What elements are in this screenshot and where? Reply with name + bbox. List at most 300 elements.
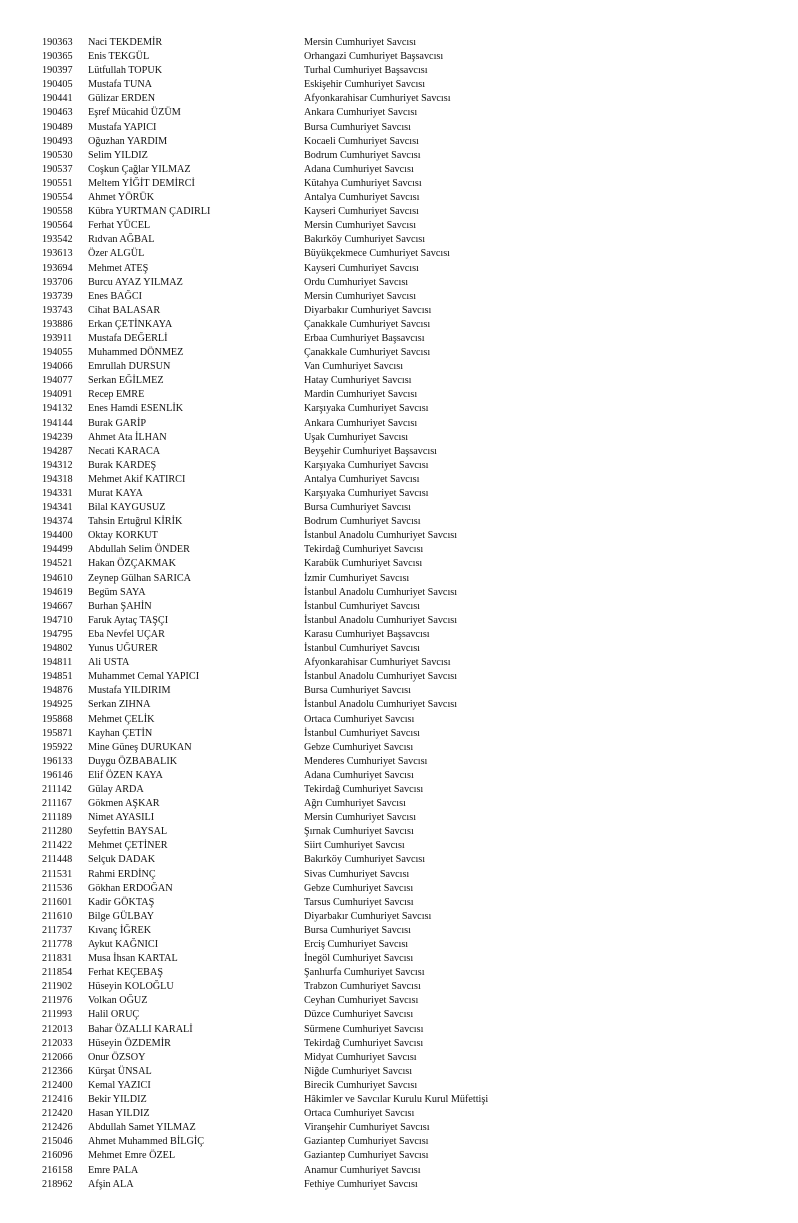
list-item xyxy=(0,487,798,501)
position-title: Bakırköy Cumhuriyet Savcısı xyxy=(304,854,426,866)
registry-number: 194077 xyxy=(42,375,73,387)
list-item xyxy=(0,106,798,120)
list-item xyxy=(0,360,798,374)
list-item xyxy=(0,572,798,586)
position-title: Bakırköy Cumhuriyet Savcısı xyxy=(304,234,426,246)
registry-number: 196133 xyxy=(42,755,73,767)
person-name: Abdullah Selim ÖNDER xyxy=(88,544,190,556)
registry-number: 193706 xyxy=(42,276,73,288)
position-title: İstanbul Cumhuriyet Savcısı xyxy=(304,643,421,655)
person-name: Onur ÖZSOY xyxy=(88,1051,146,1063)
registry-number: 190558 xyxy=(42,206,73,218)
person-name: Mustafa TUNA xyxy=(88,79,153,91)
person-name: Halil ORUÇ xyxy=(88,1009,140,1021)
registry-number: 190537 xyxy=(42,163,73,175)
position-title: Ortaca Cumhuriyet Savcısı xyxy=(304,713,415,725)
person-name: Meltem YİĞİT DEMİRCİ xyxy=(88,177,195,189)
position-title: Çanakkale Cumhuriyet Savcısı xyxy=(304,318,431,330)
list-item xyxy=(0,233,798,247)
registry-number: 211601 xyxy=(42,896,73,908)
person-name: Aykut KAĞNICI xyxy=(88,939,159,950)
list-item xyxy=(0,628,798,642)
registry-number: 193542 xyxy=(42,234,73,246)
person-name: Afşin ALA xyxy=(88,1178,134,1190)
person-name: Begüm SAYA xyxy=(88,586,146,598)
person-name: Gülay ARDA xyxy=(88,783,144,795)
person-name: Mehmet Emre ÖZEL xyxy=(88,1150,176,1162)
position-title: Midyat Cumhuriyet Savcısı xyxy=(304,1051,417,1063)
registry-number: 212426 xyxy=(42,1122,73,1134)
list-item xyxy=(0,1051,798,1065)
list-item xyxy=(0,50,798,64)
position-title: Gebze Cumhuriyet Savcısı xyxy=(304,741,414,753)
registry-number: 211422 xyxy=(42,840,73,852)
list-item xyxy=(0,994,798,1008)
list-item xyxy=(0,149,798,163)
list-item xyxy=(0,1008,798,1022)
person-name: Ferhat KEÇEBAŞ xyxy=(88,967,163,979)
registry-number: 196146 xyxy=(42,769,73,781)
position-title: Diyarbakır Cumhuriyet Savcısı xyxy=(304,304,432,316)
list-item xyxy=(0,191,798,205)
person-name: Kübra YURTMAN ÇADIRLI xyxy=(88,206,211,218)
list-item xyxy=(0,78,798,92)
position-title: İstanbul Anadolu Cumhuriyet Savcısı xyxy=(304,530,458,542)
registry-number: 190363 xyxy=(42,37,73,48)
list-item xyxy=(0,290,798,304)
list-item xyxy=(0,839,798,853)
list-item xyxy=(0,318,798,332)
registry-number: 190441 xyxy=(42,93,73,105)
list-item xyxy=(0,1135,798,1149)
registry-number: 211610 xyxy=(42,910,73,922)
list-item xyxy=(0,811,798,825)
registry-number: 212366 xyxy=(42,1065,73,1077)
registry-number: 194287 xyxy=(42,445,73,457)
position-title: Mersin Cumhuriyet Savcısı xyxy=(304,290,417,302)
registry-number: 194318 xyxy=(42,473,73,485)
person-name: Duygu ÖZBABALIK xyxy=(88,755,178,767)
registry-number: 190551 xyxy=(42,177,73,189)
person-name: Hüseyin KOLOĞLU xyxy=(88,981,174,993)
registry-number: 218962 xyxy=(42,1178,73,1190)
position-title: Kütahya Cumhuriyet Savcısı xyxy=(304,177,422,189)
person-name: Burhan ŞAHİN xyxy=(88,600,152,612)
registry-number: 211737 xyxy=(42,924,73,936)
person-name: Enes Hamdi ESENLİK xyxy=(88,403,184,415)
position-title: Bursa Cumhuriyet Savcısı xyxy=(304,121,411,133)
person-name: Emre PALA xyxy=(88,1164,139,1176)
person-name: Enes BAĞCI xyxy=(88,290,143,302)
list-item xyxy=(0,135,798,149)
registry-number: 215046 xyxy=(42,1136,73,1148)
position-title: Kayseri Cumhuriyet Savcısı xyxy=(304,206,419,218)
person-name: Mehmet ATEŞ xyxy=(88,262,149,274)
list-item xyxy=(0,727,798,741)
list-item xyxy=(0,36,798,50)
person-name: Serkan ZIHNA xyxy=(88,699,151,711)
person-name: Mine Güneş DURUKAN xyxy=(88,741,192,753)
person-name: Gülizar ERDEN xyxy=(88,93,156,105)
position-title: İstanbul Anadolu Cumhuriyet Savcısı xyxy=(304,699,458,711)
list-item xyxy=(0,121,798,135)
registry-number: 193613 xyxy=(42,248,73,260)
position-title: Niğde Cumhuriyet Savcısı xyxy=(304,1065,413,1077)
list-item xyxy=(0,1164,798,1178)
position-title: Ortaca Cumhuriyet Savcısı xyxy=(304,1108,415,1120)
list-item xyxy=(0,247,798,261)
position-title: Mersin Cumhuriyet Savcısı xyxy=(304,37,417,48)
position-title: Ordu Cumhuriyet Savcısı xyxy=(304,276,409,288)
person-name: Oğuzhan YARDIM xyxy=(88,135,168,147)
list-item xyxy=(0,543,798,557)
registry-number: 194499 xyxy=(42,544,73,556)
position-title: Van Cumhuriyet Savcısı xyxy=(304,361,404,373)
registry-number: 211167 xyxy=(42,798,72,810)
registry-number: 194925 xyxy=(42,699,73,711)
person-name: Hüseyin ÖZDEMİR xyxy=(88,1037,171,1049)
position-title: İzmir Cumhuriyet Savcısı xyxy=(304,572,410,584)
list-item xyxy=(0,417,798,431)
person-name: Cihat BALASAR xyxy=(88,304,161,316)
position-title: Birecik Cumhuriyet Savcısı xyxy=(304,1079,418,1091)
position-title: Karşıyaka Cumhuriyet Savcısı xyxy=(304,459,429,471)
person-name: Selim YILDIZ xyxy=(88,149,148,161)
list-item xyxy=(0,684,798,698)
position-title: Mersin Cumhuriyet Savcısı xyxy=(304,220,417,232)
list-item xyxy=(0,473,798,487)
position-title: Erbaa Cumhuriyet Başsavcısı xyxy=(304,332,425,344)
position-title: Karabük Cumhuriyet Savcısı xyxy=(304,558,423,570)
person-name: Mehmet ÇELİK xyxy=(88,713,155,725)
person-name: Kayhan ÇETİN xyxy=(88,727,153,739)
registry-number: 211778 xyxy=(42,939,73,950)
registry-number: 194091 xyxy=(42,389,73,401)
position-title: Karşıyaka Cumhuriyet Savcısı xyxy=(304,403,429,415)
registry-number: 194610 xyxy=(42,572,73,584)
person-name: Ahmet Muhammed BİLGİÇ xyxy=(88,1136,205,1148)
person-name: Hakan ÖZÇAKMAK xyxy=(88,558,176,570)
person-name: Burak GARİP xyxy=(88,417,147,429)
person-name: Musa İhsan KARTAL xyxy=(88,953,178,965)
registry-number: 212033 xyxy=(42,1037,73,1049)
position-title: Afyonkarahisar Cumhuriyet Savcısı xyxy=(304,657,451,669)
person-name: Volkan OĞUZ xyxy=(88,995,148,1007)
registry-number: 194331 xyxy=(42,488,73,499)
registry-number: 211536 xyxy=(42,882,73,894)
registry-number: 211902 xyxy=(42,981,73,993)
registry-number: 211189 xyxy=(42,812,72,824)
registry-number: 194851 xyxy=(42,671,73,683)
position-title: Uşak Cumhuriyet Savcısı xyxy=(304,431,409,443)
position-title: Bodrum Cumhuriyet Savcısı xyxy=(304,516,421,528)
person-name: Enis TEKGÜL xyxy=(88,51,150,63)
person-name: Tahsin Ertuğrul KİRİK xyxy=(88,516,183,528)
list-item xyxy=(0,698,798,712)
person-name: Bilal KAYGUSUZ xyxy=(88,502,166,514)
list-item xyxy=(0,1023,798,1037)
list-item xyxy=(0,402,798,416)
registry-number: 194876 xyxy=(42,685,73,697)
person-name: Zeynep Gülhan SARICA xyxy=(88,572,191,584)
list-item xyxy=(0,853,798,867)
list-item xyxy=(0,388,798,402)
list-item xyxy=(0,1121,798,1135)
position-title: Diyarbakır Cumhuriyet Savcısı xyxy=(304,910,432,922)
person-name: Gökmen AŞKAR xyxy=(88,798,160,810)
list-item xyxy=(0,755,798,769)
registry-number: 195868 xyxy=(42,713,73,725)
position-title: Beyşehir Cumhuriyet Başsavcısı xyxy=(304,445,437,457)
registry-number: 194811 xyxy=(42,657,73,669)
position-title: Antalya Cumhuriyet Savcısı xyxy=(304,192,420,204)
person-name: Mehmet Akif KATIRCI xyxy=(88,473,186,485)
registry-number: 194795 xyxy=(42,628,73,640)
registry-number: 190493 xyxy=(42,135,73,147)
person-name: Faruk Aytaç TAŞÇI xyxy=(88,614,169,626)
person-name: Erkan ÇETİNKAYA xyxy=(88,318,173,330)
person-name: Kürşat ÜNSAL xyxy=(88,1065,152,1077)
list-item xyxy=(0,1079,798,1093)
person-name: Seyfettin BAYSAL xyxy=(88,826,168,838)
person-name: Emrullah DURSUN xyxy=(88,361,171,373)
list-item xyxy=(0,670,798,684)
registry-number: 190489 xyxy=(42,121,73,133)
position-title: Gaziantep Cumhuriyet Savcısı xyxy=(304,1150,429,1162)
registry-number: 194132 xyxy=(42,403,73,415)
registry-number: 194667 xyxy=(42,600,73,612)
person-name: Mustafa DEĞERLİ xyxy=(88,332,168,344)
registry-number: 193886 xyxy=(42,318,73,330)
position-title: Bursa Cumhuriyet Savcısı xyxy=(304,924,411,936)
list-item xyxy=(0,952,798,966)
person-name: Elif ÖZEN KAYA xyxy=(88,769,163,781)
position-title: Çanakkale Cumhuriyet Savcısı xyxy=(304,347,431,359)
list-item xyxy=(0,431,798,445)
position-title: Tekirdağ Cumhuriyet Savcısı xyxy=(304,1037,424,1049)
registry-number: 211831 xyxy=(42,953,73,965)
registry-number: 194144 xyxy=(42,417,73,429)
person-name: Bekir YILDIZ xyxy=(88,1094,147,1106)
registry-number: 211448 xyxy=(42,854,73,866)
person-name: Mustafa YAPICI xyxy=(88,121,157,133)
list-item xyxy=(0,966,798,980)
list-item xyxy=(0,304,798,318)
list-item xyxy=(0,92,798,106)
list-item xyxy=(0,346,798,360)
registry-number: 194400 xyxy=(42,530,73,542)
registry-number: 212013 xyxy=(42,1023,73,1035)
person-name: Naci TEKDEMİR xyxy=(88,37,163,48)
registry-number: 190463 xyxy=(42,107,73,119)
registry-number: 211854 xyxy=(42,967,73,979)
person-name: Hasan YILDIZ xyxy=(88,1108,150,1120)
person-name: Ali USTA xyxy=(88,657,130,669)
list-item xyxy=(0,515,798,529)
list-item xyxy=(0,980,798,994)
position-title: Siirt Cumhuriyet Savcısı xyxy=(304,840,405,852)
registry-number: 212420 xyxy=(42,1108,73,1120)
position-title: Gebze Cumhuriyet Savcısı xyxy=(304,882,414,894)
list-item xyxy=(0,262,798,276)
position-title: Karasu Cumhuriyet Başsavcısı xyxy=(304,628,430,640)
list-item xyxy=(0,1107,798,1121)
position-title: Sürmene Cumhuriyet Savcısı xyxy=(304,1023,424,1035)
list-item xyxy=(0,896,798,910)
position-title: Bursa Cumhuriyet Savcısı xyxy=(304,502,411,514)
list-item xyxy=(0,163,798,177)
list-item xyxy=(0,938,798,952)
person-name: Muhammet Cemal YAPICI xyxy=(88,671,200,683)
position-title: Kayseri Cumhuriyet Savcısı xyxy=(304,262,419,274)
registry-number: 190530 xyxy=(42,149,73,161)
position-title: Turhal Cumhuriyet Başsavcısı xyxy=(304,65,428,77)
registry-number: 211531 xyxy=(42,868,73,880)
person-name: Eşref Mücahid ÜZÜM xyxy=(88,107,181,119)
person-name: Ferhat YÜCEL xyxy=(88,220,151,232)
registry-number: 212400 xyxy=(42,1079,73,1091)
list-item xyxy=(0,741,798,755)
list-item xyxy=(0,219,798,233)
registry-number: 194239 xyxy=(42,431,73,443)
list-item xyxy=(0,1065,798,1079)
position-title: Eskişehir Cumhuriyet Savcısı xyxy=(304,79,426,91)
person-name: Selçuk DADAK xyxy=(88,854,156,866)
list-item xyxy=(0,1037,798,1051)
position-title: Viranşehir Cumhuriyet Savcısı xyxy=(304,1122,430,1134)
position-title: Sivas Cumhuriyet Savcısı xyxy=(304,868,410,880)
person-name: Kadir GÖKTAŞ xyxy=(88,896,155,908)
position-title: İstanbul Cumhuriyet Savcısı xyxy=(304,600,421,612)
position-title: İstanbul Anadolu Cumhuriyet Savcısı xyxy=(304,614,458,626)
registry-number: 211142 xyxy=(42,783,72,795)
list-item xyxy=(0,557,798,571)
person-name: Muhammed DÖNMEZ xyxy=(88,347,184,359)
list-item xyxy=(0,713,798,727)
position-title: Fethiye Cumhuriyet Savcısı xyxy=(304,1178,418,1190)
list-item xyxy=(0,586,798,600)
person-name: Lütfullah TOPUK xyxy=(88,65,163,77)
registry-number: 190405 xyxy=(42,79,73,91)
registry-number: 194312 xyxy=(42,459,73,471)
registry-number: 193739 xyxy=(42,290,73,302)
list-item xyxy=(0,797,798,811)
person-name: Mustafa YILDIRIM xyxy=(88,685,171,697)
registry-number: 193743 xyxy=(42,304,73,316)
person-name: Necati KARACA xyxy=(88,445,161,457)
list-item xyxy=(0,783,798,797)
position-title: Anamur Cumhuriyet Savcısı xyxy=(304,1164,421,1176)
list-item xyxy=(0,614,798,628)
person-name: Eba Nevfel UÇAR xyxy=(88,628,165,640)
list-item xyxy=(0,769,798,783)
list-item xyxy=(0,529,798,543)
registry-number: 194521 xyxy=(42,558,73,570)
position-title: Adana Cumhuriyet Savcısı xyxy=(304,769,414,781)
registry-number: 212066 xyxy=(42,1051,73,1063)
person-name: Gökhan ERDOĞAN xyxy=(88,882,173,894)
list-item xyxy=(0,642,798,656)
list-item xyxy=(0,205,798,219)
registry-number: 194374 xyxy=(42,516,73,528)
position-title: Ağrı Cumhuriyet Savcısı xyxy=(304,798,406,810)
registry-number: 216158 xyxy=(42,1164,73,1176)
registry-number: 194710 xyxy=(42,614,73,626)
position-title: İstanbul Anadolu Cumhuriyet Savcısı xyxy=(304,586,458,598)
position-title: Bursa Cumhuriyet Savcısı xyxy=(304,685,411,697)
registry-number: 190365 xyxy=(42,51,73,63)
position-title: Afyonkarahisar Cumhuriyet Savcısı xyxy=(304,93,451,105)
person-name: Rahmi ERDİNÇ xyxy=(88,868,156,880)
position-title: Hâkimler ve Savcılar Kurulu Kurul Müfettişi xyxy=(304,1094,489,1106)
position-title: Mersin Cumhuriyet Savcısı xyxy=(304,812,417,824)
person-name: Bahar ÖZALLI KARALİ xyxy=(88,1023,193,1035)
list-item xyxy=(0,177,798,191)
position-title: Ankara Cumhuriyet Savcısı xyxy=(304,417,418,429)
list-item xyxy=(0,1178,798,1192)
position-title: Hatay Cumhuriyet Savcısı xyxy=(304,375,412,387)
position-title: Mardin Cumhuriyet Savcısı xyxy=(304,389,418,401)
list-item xyxy=(0,64,798,78)
position-title: Erciş Cumhuriyet Savcısı xyxy=(304,939,409,950)
list-item xyxy=(0,459,798,473)
registry-number: 194802 xyxy=(42,643,73,655)
position-title: Ankara Cumhuriyet Savcısı xyxy=(304,107,418,119)
position-title: İstanbul Cumhuriyet Savcısı xyxy=(304,727,421,739)
person-name: Murat KAYA xyxy=(88,488,143,499)
registry-number: 190554 xyxy=(42,192,73,204)
registry-number: 212416 xyxy=(42,1094,73,1106)
position-title: Düzce Cumhuriyet Savcısı xyxy=(304,1009,414,1021)
registry-number: 194055 xyxy=(42,347,73,359)
person-name: Burcu AYAZ YILMAZ xyxy=(88,276,183,288)
position-title: Antalya Cumhuriyet Savcısı xyxy=(304,473,420,485)
position-title: Adana Cumhuriyet Savcısı xyxy=(304,163,414,175)
person-name: Özer ALGÜL xyxy=(88,248,145,260)
registry-number: 190564 xyxy=(42,220,73,232)
person-name: Yunus UĞURER xyxy=(88,643,158,655)
list-item xyxy=(0,332,798,346)
list-item xyxy=(0,276,798,290)
position-title: Tarsus Cumhuriyet Savcısı xyxy=(304,896,414,908)
registry-number: 211976 xyxy=(42,995,73,1007)
person-name: Serkan EĞİLMEZ xyxy=(88,375,164,387)
position-title: Şırnak Cumhuriyet Savcısı xyxy=(304,826,414,838)
list-item xyxy=(0,445,798,459)
position-title: Trabzon Cumhuriyet Savcısı xyxy=(304,981,421,993)
list-item xyxy=(0,1093,798,1107)
person-name: Kıvanç İĞREK xyxy=(88,924,152,936)
position-title: Büyükçekmece Cumhuriyet Savcısı xyxy=(304,248,450,260)
registry-number: 194341 xyxy=(42,502,73,514)
list-item xyxy=(0,501,798,515)
list-item xyxy=(0,910,798,924)
person-name: Abdullah Samet YILMAZ xyxy=(88,1122,196,1134)
person-name: Burak KARDEŞ xyxy=(88,459,157,471)
position-title: Kocaeli Cumhuriyet Savcısı xyxy=(304,135,419,147)
list-item xyxy=(0,868,798,882)
list-item xyxy=(0,600,798,614)
person-name: Nimet AYASILI xyxy=(88,812,155,824)
position-title: Menderes Cumhuriyet Savcısı xyxy=(304,755,428,767)
registry-number: 193694 xyxy=(42,262,73,274)
registry-number: 194066 xyxy=(42,361,73,373)
person-name: Bilge GÜLBAY xyxy=(88,910,155,922)
position-title: Tekirdağ Cumhuriyet Savcısı xyxy=(304,544,424,556)
person-name: Mehmet ÇETİNER xyxy=(88,840,168,852)
position-title: Ceyhan Cumhuriyet Savcısı xyxy=(304,995,419,1007)
registry-number: 195922 xyxy=(42,741,73,753)
